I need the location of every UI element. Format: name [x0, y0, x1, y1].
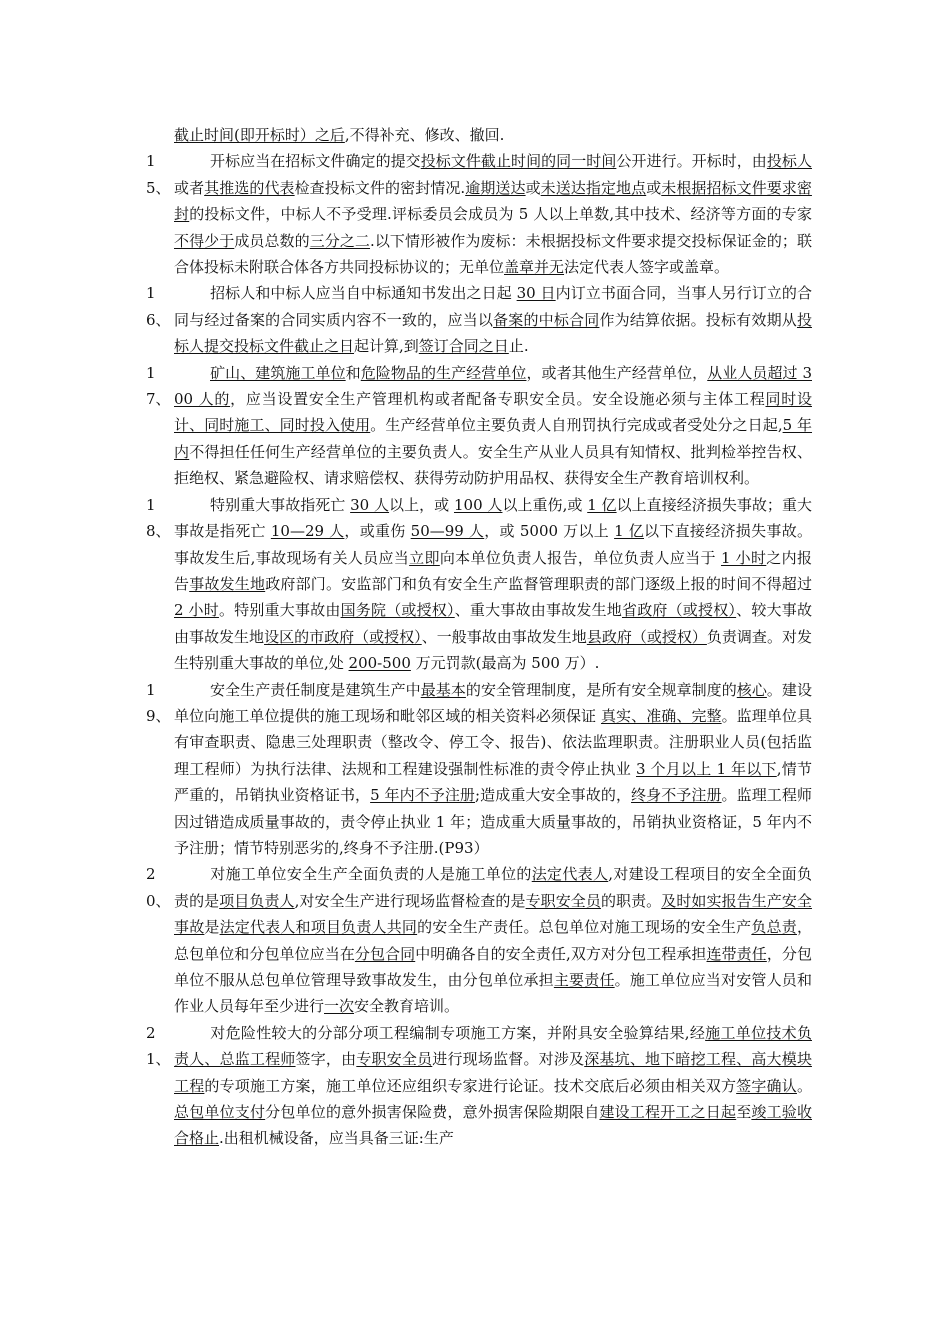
underlined-key-term: 1 亿: [587, 495, 617, 514]
text-run: 、重大事故由事故发生地: [454, 601, 622, 620]
text-run: 至: [736, 1103, 752, 1122]
underlined-key-term: 并无: [534, 258, 565, 277]
text-run: 。生产经营单位主要负责人自刑罚执行完成或者受处分之日起,: [370, 416, 783, 435]
text-run: 。建设单位向施工单位提供的施工现场和毗邻区域的相关资料必须保证: [174, 680, 812, 725]
underlined-key-term: 立即: [409, 548, 440, 567]
item-text: [174, 865, 812, 1015]
text-run: ，应当设置安全生产管理机构或者配备专职安全员。安全设施必须与主体工程: [230, 390, 766, 409]
underlined-key-term: 1 小时: [720, 548, 767, 567]
text-run: 中明确各自的安全责任,双方对分包工程承担: [415, 944, 707, 963]
list-item: [140, 861, 812, 1019]
item-number: 21、: [146, 1023, 171, 1069]
underlined-key-term: 签订合同之日: [418, 337, 509, 356]
item-text: [174, 152, 812, 276]
underlined-key-term: 深基坑、地下暗挖工程、高大模块工程: [174, 1050, 812, 1095]
text-run: 。特别重大事故由: [218, 601, 341, 620]
text-run: 负责调查。对发生特别重大事故的单位,处: [174, 627, 812, 673]
item-number: 20、: [146, 865, 171, 910]
underlined-key-term: 投标人: [766, 152, 812, 171]
underlined-key-term: 从业人员超过 300 人的: [174, 363, 812, 409]
underlined-key-term: 签字确认: [736, 1076, 797, 1095]
text-run: 。: [796, 1076, 812, 1095]
text-run: 内订立书面合同，当事人另行订立的合同与经过备案的合同实质内容不一致的，应当以: [174, 284, 812, 329]
underlined-key-term: 5 年内不予注册: [370, 786, 476, 805]
underlined-key-term: 县政府（或授权）: [586, 627, 707, 646]
underlined-key-term: 2 小时: [174, 601, 219, 620]
text-run: 、较大事故由事故发生地: [174, 601, 812, 646]
text-run: 法定代表人签字或盖章。: [564, 258, 730, 277]
underlined-key-term: 50—99 人: [410, 522, 485, 541]
text-run: ，或重伤: [344, 522, 411, 541]
text-run: 分包单位的意外损害保险费，意外损害保险期限自: [265, 1103, 600, 1122]
underlined-key-term: 30 日: [516, 284, 556, 303]
text-run: 对危险性较大的分部分项工程编制专项施工方案，并附具安全验算结果,经: [210, 1023, 706, 1042]
text-run: 签字，由: [295, 1050, 357, 1069]
underlined-key-term: 专职安全员: [356, 1050, 433, 1069]
text-run: 的投标文件，中标人不予受理.评标委员会成员为 5 人以上单数,其中技术、经济等方面的专家: [189, 205, 812, 224]
text-run: .出租机械设备，应当具备三证:生产: [219, 1129, 454, 1148]
underlined-key-term: 备案的中标合同: [493, 310, 600, 329]
text-run: 起计算,到: [354, 337, 419, 356]
underlined-key-term: 未送达指定地点: [540, 178, 647, 197]
text-run: ,情节严重的，吊销执业资格证书，: [174, 759, 812, 805]
underlined-key-term: 专职安全员: [525, 891, 601, 910]
text-run: ,对建设工程项目的安全全面负责的是: [174, 865, 812, 910]
underlined-key-term: 施工单位技术负责人、总监工程师: [174, 1023, 812, 1069]
text-run: .以下情形被作为废标：未根据投标文件要求提交投标保证金的；联合体投标未附联合体各方共同投标协议的；无单位: [174, 231, 812, 277]
underlined-key-term: 总包单位支付: [174, 1103, 266, 1122]
text-run: 的安全管理制度，是所有安全规章制度的: [465, 680, 737, 699]
text-run: 开标应当在招标文件确定的提交: [210, 152, 421, 171]
list-item: [140, 360, 812, 492]
text-run: 或者: [174, 178, 205, 197]
text-run: 对施工单位安全生产全面负责的人是施工单位的: [210, 865, 532, 884]
item-text: [174, 496, 812, 672]
text-run: 安全生产责任制度是建筑生产中: [210, 680, 421, 699]
item-text: [174, 364, 812, 488]
underlined-key-term: 5 年内: [174, 416, 813, 461]
underlined-key-term: 负总责: [751, 918, 797, 937]
text-run: 。监理工程师因过错造成质量事故的，责令停止执业 1 年；造成重大质量事故的，吊销执业资格证，5 年内不予注册；情节特别恶劣的,终身不予注册.(P93）: [174, 786, 812, 857]
document-body: [140, 122, 812, 1152]
underlined-key-term: 一次: [324, 997, 355, 1016]
underlined-key-term: 未根据招标文件要求密封: [174, 178, 812, 224]
underlined-key-term: 连带责任: [706, 944, 767, 963]
text-run: ，分包单位不服从总包单位管理导致事故发生，由分包单位承担: [174, 944, 812, 989]
underlined-key-term: 其推选的代表: [204, 178, 295, 197]
underlined-key-term: 项目负责人: [219, 891, 295, 910]
text-run: ，或者其他生产经营单位，: [526, 363, 708, 382]
underlined-key-term: 分包合同: [354, 944, 416, 963]
text-run: ,不得补充、修改、撤回.: [344, 126, 505, 144]
item-text: [174, 1024, 812, 1148]
item-number: 15、: [146, 152, 171, 197]
underlined-key-term: 盖章: [504, 258, 535, 277]
underlined-key-term: 省政府（或授权）: [621, 601, 737, 620]
underlined-key-term: 核心: [736, 680, 767, 699]
list-item: [140, 1020, 812, 1152]
text-run: 。施工单位应当对安管人员和作业人员每年至少进行: [174, 971, 812, 1016]
text-run: 招标人和中标人应当自中标通知书发出之日起: [210, 284, 517, 303]
text-run: 检查投标文件的密封情况.: [294, 178, 466, 197]
item-number: 16、: [146, 284, 171, 329]
text-run: ,对安全生产进行现场监督检查的是: [294, 891, 526, 910]
underlined-key-term: 30 人: [350, 495, 390, 514]
underlined-key-term: 事故发生地: [189, 574, 266, 593]
underlined-key-term: 10—29 人: [270, 522, 345, 541]
text-run: 或: [646, 178, 662, 197]
text-run: ，或 5000 万以上: [484, 522, 615, 541]
underlined-key-term: 最基本: [420, 680, 466, 699]
underlined-key-term: 截止时间(即开标时）之后: [174, 126, 345, 144]
text-run: 特别重大事故指死亡: [210, 495, 351, 514]
text-run: 成员总数的: [234, 231, 310, 250]
underlined-key-term: 及时如实报告生产安全事故: [174, 891, 812, 937]
text-run: 。监理单位具有审查职责、隐患三处理职责（整改令、停工令、报告)、依法监理职责。注册职业人员(包括监理工程师）为执行法律、法规和工程建设强制性标准的责令停止执业: [174, 706, 812, 778]
underlined-key-term: 不得少于: [174, 231, 235, 250]
item-text: [174, 284, 812, 355]
text-run: ;造成重大安全事故的，: [475, 786, 632, 805]
underlined-key-term: 竣工验收合格止: [174, 1103, 812, 1148]
text-run: 以上重伤,或: [502, 495, 588, 514]
list-item: [140, 677, 812, 862]
underlined-key-term: 国务院（或授权）: [340, 601, 455, 620]
item-text: [174, 126, 504, 144]
underlined-key-term: 逾期送达: [465, 178, 526, 197]
text-run: 之内报告: [174, 548, 812, 593]
underlined-key-term: 设区的市政府（或授权）: [264, 627, 422, 646]
text-run: 万元罚款(最高为 500 万）.: [410, 654, 600, 673]
underlined-key-term: 200-500: [348, 654, 411, 673]
list-item: [140, 280, 812, 359]
text-run: 安全教育培训。: [354, 997, 460, 1016]
underlined-key-term: 3 个月以上 1 年以下: [636, 759, 777, 778]
underlined-key-term: 同时设计、同时施工、同时投入使用: [174, 390, 812, 435]
text-run: 作为结算依据。投标有效期从: [599, 310, 797, 329]
text-run: 或: [525, 178, 541, 197]
text-run: 、一般事故由事故发生地: [421, 627, 587, 646]
item-number: 17、: [146, 363, 171, 409]
list-item: [140, 122, 812, 148]
text-run: 和: [345, 363, 361, 382]
list-item: [140, 148, 812, 280]
text-run: 以上直接经济损失事故；重大事故是指死亡: [174, 495, 812, 541]
text-run: 是: [204, 918, 220, 937]
text-run: 向本单位负责人报告，单位负责人应当于: [439, 548, 721, 567]
underlined-key-term: 矿山、建筑施工单位: [210, 363, 346, 382]
text-run: ，总包单位和分包单位应当在: [174, 918, 812, 963]
text-run: 政府部门。安监部门和负有安全生产监督管理职责的部门逐级上报的时间不得超过: [265, 574, 812, 593]
underlined-key-term: 投标人提交投标文件截止之日: [174, 310, 812, 356]
underlined-key-term: 终身不予注册: [631, 786, 722, 805]
item-number: 19、: [146, 680, 171, 725]
text-run: 的安全生产责任。总包单位对施工现场的安全生产: [417, 918, 752, 937]
text-run: 不得担任任何生产经营单位的主要负责人。安全生产从业人员具有知情权、批判检举控告权、拒绝权、紧急避险权、请求赔偿权、获得劳动防护用品权、获得安全生产教育培训权利。: [174, 442, 812, 488]
underlined-key-term: 100 人: [453, 495, 503, 514]
text-run: 的职责。: [600, 891, 662, 910]
text-run: 止.: [508, 337, 529, 356]
underlined-key-term: 投标文件截止时间的同一时间: [420, 152, 617, 171]
underlined-key-term: 法定代表人: [531, 865, 609, 884]
underlined-key-term: 1 亿: [614, 522, 645, 541]
text-run: 以下直接经济损失事故。事故发生后,事故现场有关人员应当: [174, 522, 812, 567]
underlined-key-term: 法定代表人和项目负责人共同: [219, 918, 418, 937]
underlined-key-term: 真实、准确、完整: [600, 706, 722, 725]
text-run: 以上，或: [389, 495, 454, 514]
text-run: 的专项施工方案，施工单位还应组织专家进行论证。技术交底后必须由相关双方: [204, 1076, 737, 1095]
text-run: 公开进行。开标时，由: [616, 152, 767, 171]
underlined-key-term: 建设工程开工之日起: [599, 1103, 737, 1122]
item-number: 18、: [146, 495, 171, 541]
underlined-key-term: 三分之二: [309, 231, 371, 250]
underlined-key-term: 危险物品的生产经营单位: [360, 363, 527, 382]
item-text: [174, 681, 812, 857]
underlined-key-term: 主要责任: [553, 971, 615, 989]
text-run: 进行现场监督。对涉及: [432, 1050, 585, 1069]
list-item: [140, 492, 812, 677]
